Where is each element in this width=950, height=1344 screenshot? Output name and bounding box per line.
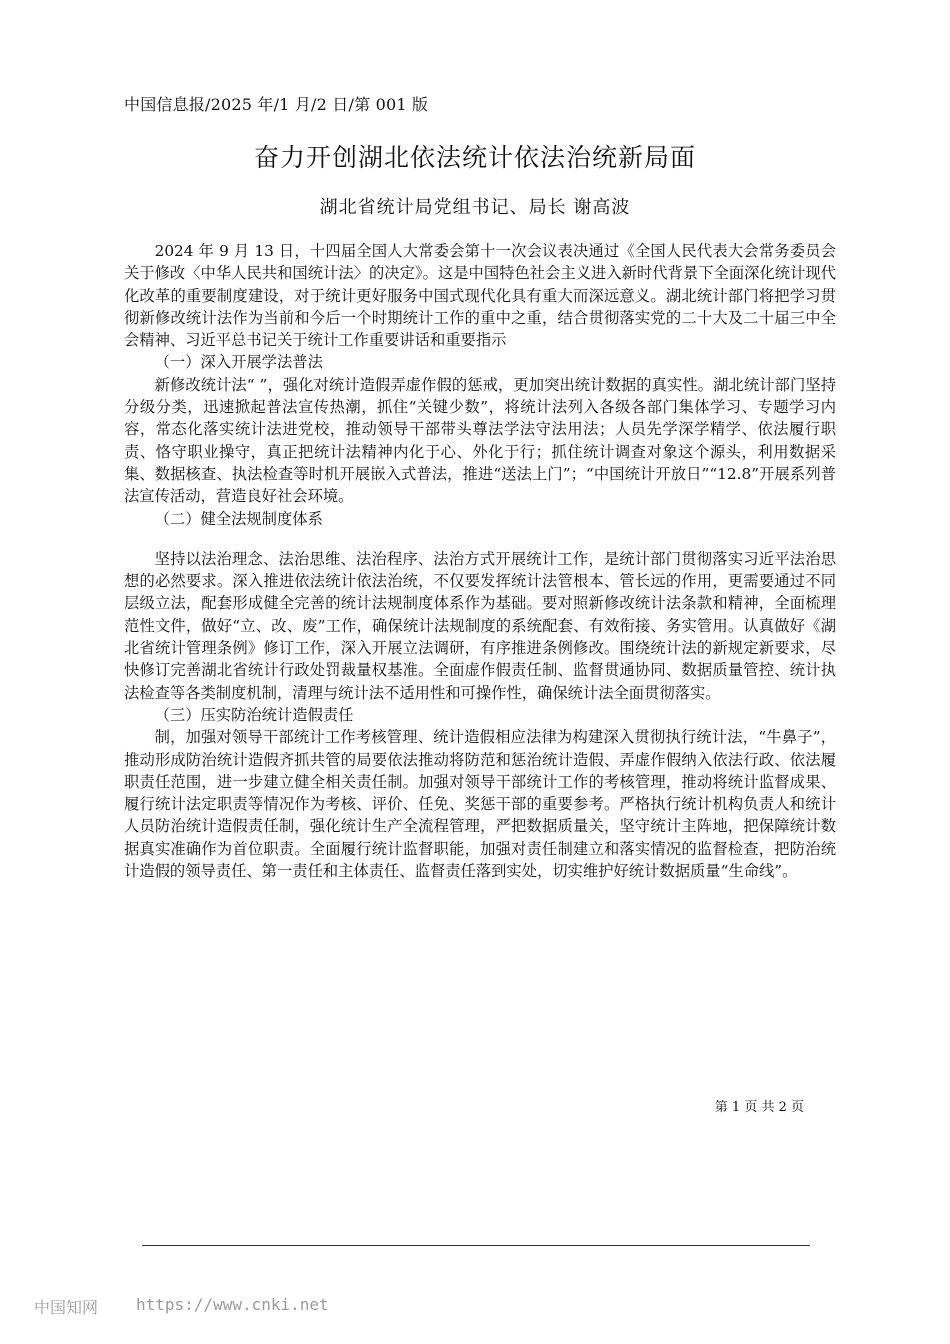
paragraph-law-promotion: 新修改统计法“ ”，强化对统计造假弄虚作假的惩戒，更加突出统计数据的真实性。湖北统计部门坚持分级分类，迅速掀起普法宣传热潮，抓住“关键少数”，将统计法列入各级各部门集体学习、专题学习内容，常态化落实统计法进党校，推动领导干部带头尊法学法守法用法；人员先学深学精学、依法履行职责、恪守职业操守，真正把统计法精神内化于心、外化于行；抓住统计调查对象这个源头，利用数据采集、数据核查、执法检查等时机开展嵌入式普法，推进“送法上门”；“中国统计开放日”“12.8”开展系列普法宣传活动，营造良好社会环境。 [124,375,836,506]
section-heading-1: （一）深入开展学法普法 [154,353,323,372]
section-heading-2: （二）健全法规制度体系 [154,509,323,528]
author-byline: 湖北省统计局党组书记、局长 谢高波 [319,197,631,218]
article-body [124,240,836,882]
cnki-watermark-url[interactable]: https://www.cnki.net [136,1295,329,1314]
source-line: 中国信息报/2025 年/1 月/2 日/第 001 版 [124,95,429,114]
footer-divider [142,1245,810,1246]
cnki-watermark-brand: 中国知网 [34,1298,99,1317]
section-heading-3: （三）压实防治统计造假责任 [154,705,354,724]
paragraph-regulations: 坚持以法治理念、法治思维、法治程序、法治方式开展统计工作，是统计部门贯彻落实习近平法治思想的必然要求。深入推进依法统计依法治统，不仅要发挥统计法管根本、管长远的作用，更需要通过不同层级立法，配套形成健全完善的统计法规制度体系作为基础。要对照新修改统计法条款和精神，全面梳理范性文件，做好“立、改、废”工作，确保统计法规制度的系统配套、有效衔接、务实管用。认真做好《湖北省统计管理条例》修订工作，深入开展立法调研，有序推进条例修改。围绕统计法的新规定新要求，尽快修订完善湖北省统计行政处罚裁量权基准。全面虚作假责任制、监督贯通协同、数据质量管控、统计执法检查等各类制度机制，清理与统计法不适用性和可操作性，确保统计法全面贯彻落实。 [124,549,836,702]
paragraph-responsibility: 制，加强对领导干部统计工作考核管理、统计造假相应法律为构建深入贯彻执行统计法，“牛鼻子”，推动形成防治统计造假齐抓共管的局要依法推动将防范和惩治统计造假、弄虚作假纳入依法行政、依法履职责任范围，进一步建立健全相关责任制。加强对领导干部统计工作的考核管理，推动将统计监督成果、履行统计法定职责等情况作为考核、评价、任免、奖惩干部的重要参考。严格执行统计机构负责人和统计人员防治统计造假责任制，强化统计生产全流程管理，严把数据质量关，坚守统计主阵地，把保障统计数据真实准确作为首位职责。全面履行统计监督职能，加强对责任制建立和落实情况的监督检查，把防治统计造假的领导责任、第一责任和主体责任、监督责任落到实处，切实维护好统计数据质量“生命线”。 [124,728,836,881]
article-title: 奋力开创湖北依法统计依法治统新局面 [253,143,696,172]
page-number: 第 1 页 共 2 页 [714,1100,804,1115]
paragraph-intro: 2024 年 9 月 13 日，十四届全国人大常委会第十一次会议表决通过《全国人民代表大会常务委员会关于修改〈中华人民共和国统计法〉的决定》。这是中国特色社会主义进入新时代背景下全面深化统计现代化改革的重要制度建设，对于统计更好服务中国式现代化具有重大而深远意义。湖北统计部门将把学习贯彻新修改统计法作为当前和今后一个时期统计工作的重中之重，结合贯彻落实党的二十大及二十届三中全会精神、习近平总书记关于统计工作重要讲话和重要指示 [124,242,836,350]
